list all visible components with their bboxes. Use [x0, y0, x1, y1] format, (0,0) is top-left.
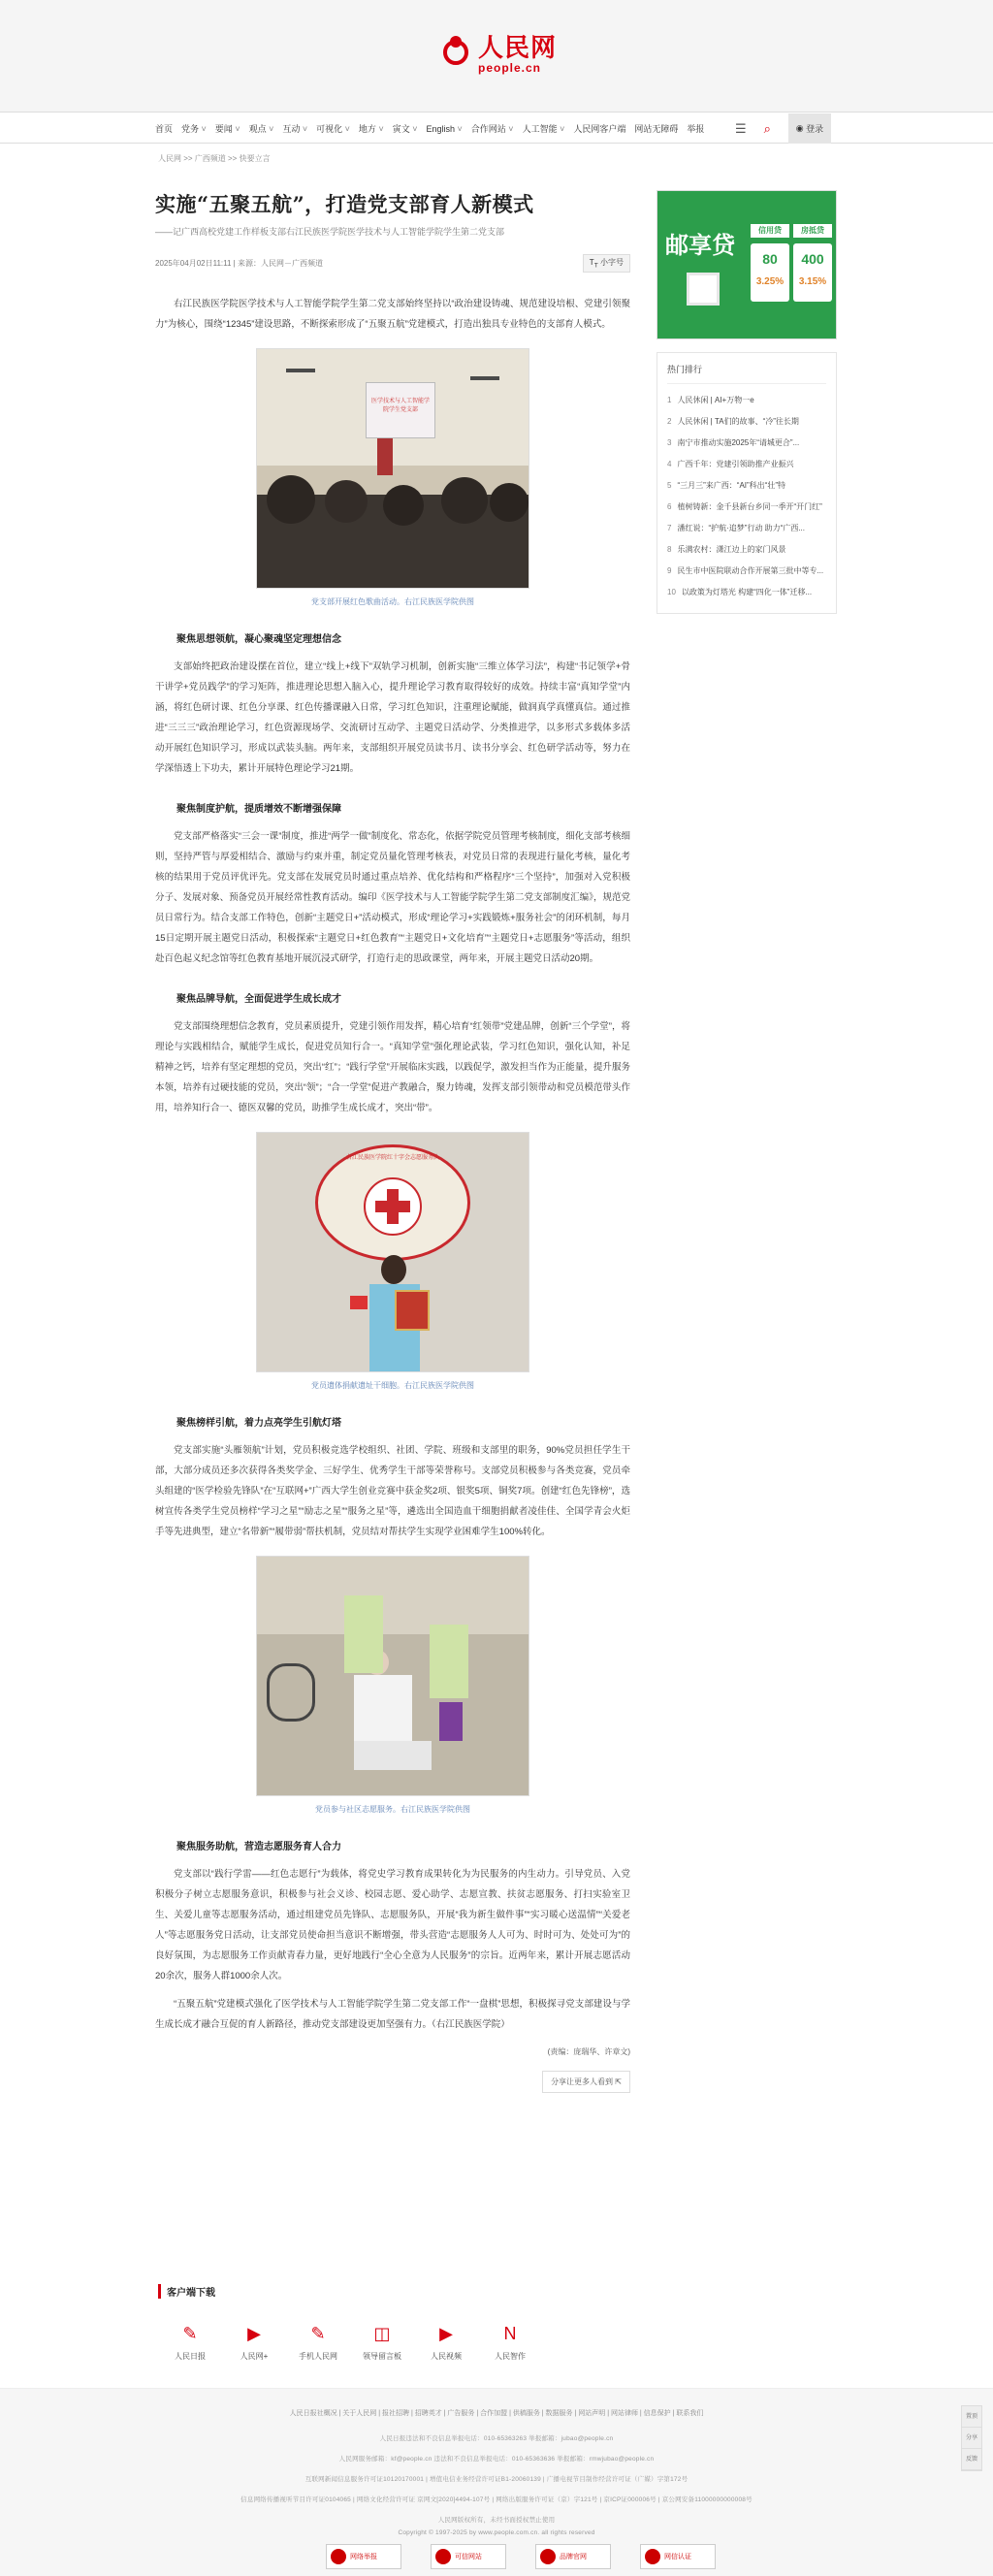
article-meta: 2025年04月02日11:11 | 来源：人民网－广西频道 — [155, 258, 323, 268]
article-subtitle: ——记广西高校党建工作样板支部右江民族医学院医学技术与人工智能学院学生第二党支部 — [155, 227, 505, 237]
floating-tool-button[interactable]: 反馈 — [962, 2449, 981, 2470]
main-nav — [0, 112, 993, 144]
footer-line-1: 人民日报违法和不良信息举报电话：010-65363263 举报邮箱：jubao@people.cn — [379, 2435, 614, 2442]
hot-rank-number: 6 — [667, 502, 672, 511]
section-heading-5: 聚焦服务助航，营造志愿服务育人合力 — [176, 1841, 341, 1852]
hot-ranking-item[interactable] — [667, 454, 826, 475]
app-icon: ✎ — [182, 2324, 198, 2343]
hot-ranking-label: 人民休闲 | AI+万物一e — [677, 396, 754, 404]
article-editor: (责编：庞瑞华、许章文) — [547, 2046, 630, 2056]
article — [155, 190, 630, 2093]
hot-ranking-item[interactable] — [667, 518, 826, 539]
site-logo[interactable] — [439, 35, 557, 74]
ad-tag-1: 信用贷 — [751, 224, 789, 238]
nav-item[interactable]: English ˅ — [426, 124, 462, 134]
app-label: 人民日报 — [175, 2352, 206, 2361]
hot-ranking — [657, 352, 837, 614]
hot-rank-number: 8 — [667, 545, 672, 554]
hot-ranking-label: 广西千年：党建引领助推产业振兴 — [677, 460, 794, 468]
hot-ranking-item[interactable] — [667, 497, 826, 518]
footer-badge[interactable] — [326, 2544, 401, 2569]
hot-rank-number: 10 — [667, 588, 676, 596]
sidebar — [657, 190, 837, 614]
nav-item[interactable]: 网站无障碍 — [634, 124, 679, 134]
hot-ranking-item[interactable] — [667, 475, 826, 497]
app-download-item[interactable] — [158, 2322, 222, 2362]
article-photo-1 — [256, 348, 529, 589]
menu-icon[interactable]: ☰ — [735, 120, 747, 136]
site-footer — [0, 2388, 993, 2576]
section-text-5: 党支部以“践行学雷——红色志愿行”为载体，将党史学习教育成果转化为为民服务的内生动力。引导党员、入党积极分子树立志愿服务意识，积极参与社会义诊、校园志愿、爱心助学、志愿宣教、扶贫志愿服务、打扫实验室卫生、关爱儿童等志愿服务活动，通过组建党员先锋队、志愿服务队，开展“我为新生做件事”“实习暖心送温情”“关爱老人”等志愿服务党日活动，让支部党员使命担当意识不断增强，带头营造“志愿服务人人可为、时时可为、处处可为”的良好氛围，为志愿服务工作贡献青春力量，更好地践行“全心全意为人民服务”的宗旨。近两年来，累计开展志愿活动20余次，服务人群1000余人次。 — [155, 1868, 630, 1981]
footer-line-2: 人民网服务邮箱：kf@people.cn 违法和不良信息举报电话：010-65363636 举报邮箱：rmwjubao@people.cn — [338, 2456, 655, 2463]
projector-screen-text: 医学技术与人工智能学院学生党支部 — [370, 398, 430, 413]
logo-mark-icon — [439, 36, 472, 73]
share-label: 分享让更多人看到 — [551, 2077, 614, 2086]
nav-item[interactable]: 寅文 ˅ — [393, 122, 418, 135]
app-download-item[interactable] — [350, 2322, 414, 2362]
floating-tools — [961, 2405, 982, 2471]
badge-icon — [435, 2549, 451, 2564]
share-icon: ⇱ — [615, 2077, 622, 2086]
footer-badge[interactable] — [535, 2544, 611, 2569]
ad-rate-1: 3.25% — [755, 276, 785, 287]
hot-ranking-item[interactable] — [667, 411, 826, 433]
font-size-button[interactable]: $T_T$ 小字号 — [583, 254, 630, 273]
badge-label: 品牌官网 — [560, 2554, 587, 2560]
app-icon: Ν — [503, 2324, 517, 2343]
app-label: 人民智作 — [495, 2352, 526, 2361]
ad-brand: 邮享贷 — [665, 233, 735, 259]
ad-qr-icon — [687, 273, 720, 306]
app-icon: ◫ — [373, 2324, 391, 2343]
app-icon: ▶ — [247, 2324, 261, 2343]
article-photo-3 — [256, 1556, 529, 1796]
footer-badge[interactable] — [640, 2544, 716, 2569]
section-heading-3: 聚焦品牌导航，全面促进学生成长成才 — [176, 993, 341, 1005]
hot-ranking-item[interactable] — [667, 582, 826, 603]
hot-rank-number: 9 — [667, 566, 672, 575]
nav-item[interactable]: 人工智能 ˅ — [523, 122, 565, 135]
badge-icon — [540, 2549, 556, 2564]
site-header — [0, 0, 993, 112]
ad-amount-2: 400 — [801, 251, 824, 267]
hot-rank-number: 2 — [667, 417, 672, 426]
hot-rank-number: 5 — [667, 481, 672, 490]
sidebar-ad[interactable] — [657, 190, 837, 339]
hot-ranking-item[interactable] — [667, 433, 826, 454]
hot-ranking-label: “三月三”来广西：“AI”科出“壮”特 — [677, 481, 785, 490]
nav-item[interactable]: 观点 ˅ — [249, 122, 274, 135]
hot-rank-number: 1 — [667, 396, 672, 404]
hot-ranking-label: 民生市中医院联动合作开展第三批中等专... — [677, 566, 824, 575]
hot-rank-number: 7 — [667, 524, 672, 532]
app-label: 领导留言板 — [363, 2352, 401, 2361]
floating-tool-button[interactable]: 分享 — [962, 2428, 981, 2449]
hot-ranking-item[interactable] — [667, 539, 826, 561]
hot-ranking-label: 人民休闲 | TA们的故事、“冷”往长期 — [677, 417, 799, 426]
photo-caption-3: 党员参与社区志愿服务。右江民族医学院供图 — [315, 1804, 470, 1814]
nav-item[interactable]: 首页 — [155, 124, 174, 134]
font-size-label: 小字号 — [600, 258, 624, 267]
nav-item[interactable]: 可视化 ˅ — [316, 122, 350, 135]
app-icon: ✎ — [310, 2324, 326, 2343]
nav-item[interactable]: 人民网客户端 — [573, 124, 626, 134]
hot-ranking-label: 南宁市推动实施2025年“请城更合”... — [677, 438, 800, 447]
ad-rate-2: 3.15% — [798, 276, 827, 287]
footer-line-6: Copyright © 1997-2025 by www.people.com.cn. all rights reserved — [398, 2529, 595, 2536]
footer-line-3: 互联网新闻信息服务许可证10120170001 | 增值电信业务经营许可证B1-20060139 | 广播电视节目制作经营许可证（广媒）字第172号 — [304, 2476, 689, 2483]
app-download-item[interactable] — [414, 2322, 478, 2362]
floating-tool-button[interactable]: 置顶 — [962, 2406, 981, 2428]
nav-item[interactable]: 党务 ˅ — [181, 122, 207, 135]
app-label: 人民视频 — [431, 2352, 462, 2361]
nav-item[interactable]: 合作网站 ˅ — [471, 122, 514, 135]
badge-icon — [331, 2549, 346, 2564]
section-heading-1: 聚焦思想领航，凝心聚魂坚定理想信念 — [176, 633, 341, 645]
nav-item[interactable]: 地方 ˅ — [359, 122, 384, 135]
photo-caption-2: 党员遗体捐献遗址干细胞。右江民族医学院供图 — [311, 1380, 474, 1390]
logo-cn-text: 人民网 — [478, 34, 558, 63]
nav-item[interactable]: 举报 — [687, 124, 705, 134]
downloads-title: 客户端下载 — [158, 2284, 837, 2299]
badge-label: 网络举报 — [350, 2554, 377, 2560]
article-title: 实施“五聚五航”，打造党支部育人新模式 — [155, 192, 534, 216]
section-text-1: 支部始终把政治建设摆在首位，建立“线上+线下”双轨学习机制，创新实施“三维立体学习法”，构建“书记领学+骨干讲学+党员践学”的学习矩阵，推进理论思想入脑入心，提升理论学习教育取得较好的成效。持续丰富“真知学堂”内涵，将红色研讨课、红色分享课、红色传播课融入日常，学习红色知识，注重理论赋能，做润真学真懂真信。通过推进“三三三”政治理论学习，红色资源现场学、交流研讨互动学、主题党日活动学、分类推进学，以多形式多载体多活动开展红色知识学习，形成以武装头脑。两年来，支部组织开展党员读书月、读书分享会、红色研学活动等，努力在学深悟透上下功夫，累计开展特色理论学习21期。 — [155, 660, 630, 774]
hot-rank-number: 4 — [667, 460, 672, 468]
nav-item[interactable]: 互动 ˅ — [282, 122, 307, 135]
hot-ranking-label: 植树铸新：金千县新台乡同一季开“开门红” — [677, 502, 822, 511]
hot-ranking-label: 乐满农村：潇江边上的家门风景 — [677, 545, 786, 554]
footer-line-4: 信息网络传播视听节目许可证0104065 | 网络文化经营许可证 京网文[2020]4494-107号 | 网络出版服务许可证（京）字121号 | 京ICP证000006号 | 京公网安备11000000000008号 — [240, 2496, 753, 2503]
hot-rank-number: 3 — [667, 438, 672, 447]
login-label: 登录 — [806, 124, 824, 134]
app-label: 人民网+ — [240, 2352, 269, 2361]
wall-banner-text: 右江民族医学院红十字会志愿服务队 — [345, 1154, 439, 1161]
footer-links[interactable]: 人民日报社概况 | 关于人民网 | 报社招聘 | 招聘英才 | 广告服务 | 合作加盟 | 供稿服务 | 数据服务 | 网站声明 | 网站律师 | 信息保护 | 联系我们 — [289, 2410, 704, 2417]
app-label: 手机人民网 — [299, 2352, 337, 2361]
ad-tag-2: 房抵贷 — [793, 224, 832, 238]
app-downloads — [158, 2284, 837, 2362]
breadcrumb[interactable]: 人民网 >> 广西频道 >> 快要立言 — [158, 154, 271, 163]
section-heading-4: 聚焦榜样引航，着力点亮学生引航灯塔 — [176, 1417, 341, 1429]
ad-amount-1: 80 — [762, 251, 778, 267]
photo-caption-1: 党支部开展红色歌曲活动。右江民族医学院供图 — [311, 596, 474, 606]
hot-ranking-label: 潘红说：“护航·追梦”行动 助力“广西... — [677, 524, 805, 532]
hot-ranking-title: 热门排行 — [667, 363, 826, 384]
hot-ranking-label: 以政策为灯塔光 构建“四化一体”迁移... — [681, 588, 813, 596]
badge-label: 可信网站 — [455, 2554, 482, 2560]
footer-line-5: 人民网版权所有，未经书面授权禁止使用 — [437, 2517, 556, 2524]
app-download-item[interactable] — [478, 2322, 542, 2362]
section-heading-2: 聚焦制度护航，提质增效不断增强保障 — [176, 803, 341, 815]
app-icon: ▶ — [439, 2324, 453, 2343]
hot-ranking-item[interactable] — [667, 561, 826, 582]
footer-badge[interactable] — [431, 2544, 506, 2569]
app-download-item[interactable] — [286, 2322, 350, 2362]
article-photo-2 — [256, 1132, 529, 1372]
search-icon[interactable]: ⌕ — [763, 120, 771, 136]
nav-item[interactable]: 要闻 ˅ — [215, 122, 240, 135]
section-text-2: 党支部严格落实“三会一课”制度，推进“两学一做”制度化、常态化，依据学院党员管理考核制度，细化支部考核细则，坚持严管与厚爱相结合、激励与约束并重，制定党员量化管理考核表，对党员日常的表现进行量化考核，量化考核的结果用于党员评优评先。党支部在发展党员时通过重点培养、优化结构和严格程序“三个坚持”，加强对入党积极分子、发展对象、预备党员开展经常性教育活动。编印《医学技术与人工智能学院学生第二党支部制度汇编》，规范党员日常行为。结合支部工作特色，创新“主题党日+”活动模式，形成“理论学习+实践锻炼+服务社会”的闭环机制，每月15日定期开展主题党日活动，积极探索“主题党日+红色教育”“主题党日+文化培育”“主题党日+志愿服务”等活动，组织赴百色起义纪念馆等红色教育基地开展沉浸式研学，打造行走的思政课堂，两年来，开展主题党日活动20期。 — [155, 830, 630, 964]
section-text-4: 党支部实施“头雁领航”计划，党员积极竞选学校组织、社团、学院、班级和支部里的职务，90%党员担任学生干部，大部分成员还多次获得各类奖学金、三好学生、优秀学生干部等荣誉称号。支部党员积极参与各类竞赛，党员牵头组建的“医学检验先锋队”在“互联网+”广西大学生创业竞赛中获金奖2项、银奖5项、铜奖7项。创建“红色先锋榜”，选树宣传各类学生党员榜样“学习之星”“励志之星”“服务之星”等，遴选出全国造血干细胞捐献者凌佳佳、全国学青会火炬手等先进典型，建立“名带新”“履带弱”帮扶机制，党员结对帮扶学生实现学业困难学生100%转化。 — [155, 1444, 630, 1537]
hot-ranking-item[interactable] — [667, 390, 826, 411]
badge-icon — [645, 2549, 660, 2564]
section-text-3: 党支部围绕理想信念教育，党员素质提升，党建引领作用发挥，精心培育“红领带”党建品牌，创新“三个学堂”，将理论与实践相结合，赋能学生成长，促进党员知行合一。“真知学堂”强化理论武装，学习红色知识，强化认知，补足精神之钙，培养有坚定理想的党员，突出“红”；“践行学堂”开展临床实践，以践促学，激发担当作为正能量，提升服务本领，培养有过硬技能的党员，突出“领”；“合一学堂”促进产教融合，聚力铸魂，发挥支部引领带动和党员模范带头作用，培养知行合一、德医双馨的党员，助推学生成长成才，突出“带”。 — [155, 1020, 630, 1113]
article-intro: 右江民族医学院医学技术与人工智能学院学生第二党支部始终坚持以“政治建设铸魂、规范建设培根、党建引领聚力”为核心，围绕“12345”建设思路，不断探索形成了“五聚五航”党建模式，打造出独具专业特色的支部育人模式。 — [155, 298, 630, 330]
logo-en-text: people.cn — [478, 61, 542, 75]
app-download-item[interactable] — [222, 2322, 286, 2362]
user-icon: ◉ — [795, 123, 804, 133]
badge-label: 网信认证 — [664, 2554, 691, 2560]
article-closing: “五聚五航”党建模式强化了医学技术与人工智能学院学生第二党支部工作“一盘棋”思想，积极探寻党支部建设与学生成长成才融合互促的育人新路径，推动党支部建设更加坚强有力。（右江民族医学院） — [155, 1998, 630, 2030]
share-button[interactable] — [542, 2071, 630, 2093]
login-button[interactable] — [788, 113, 831, 144]
